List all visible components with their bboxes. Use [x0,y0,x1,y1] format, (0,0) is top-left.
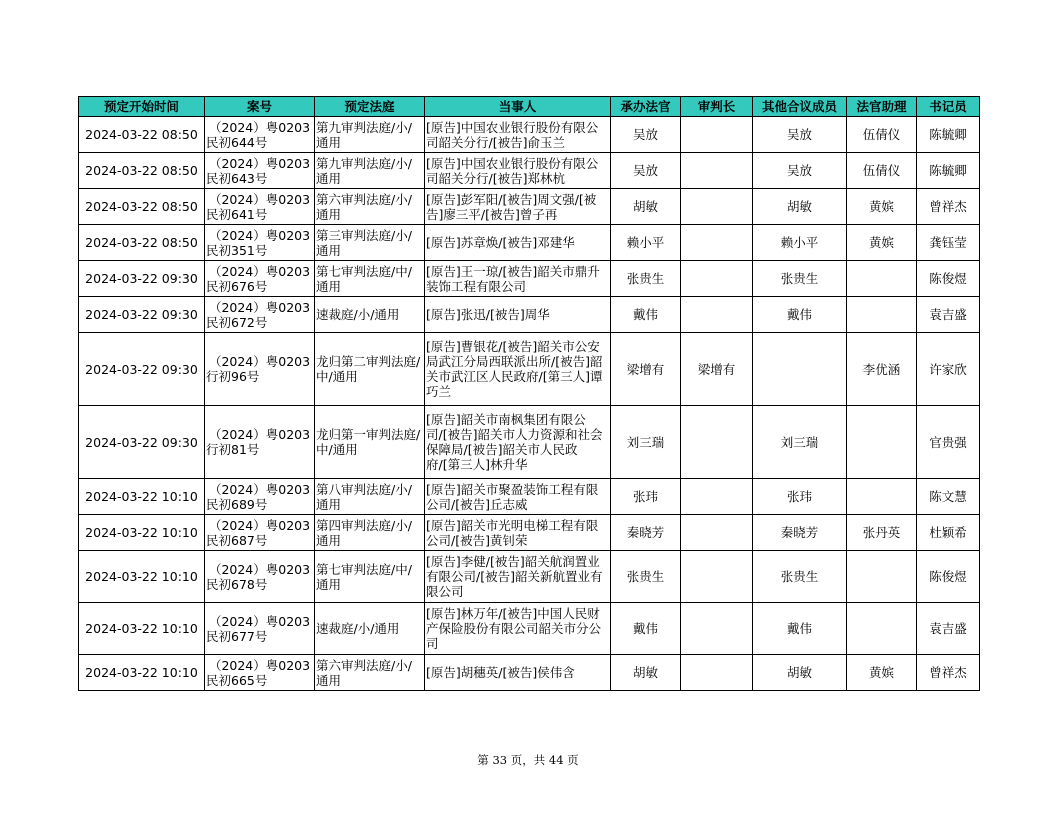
cell-members [753,333,847,406]
cell-courtroom: 第六审判法庭/小/通用 [315,655,425,691]
cell-assistant: 黄嫔 [847,189,917,225]
header-row [79,97,980,117]
cell-assistant: 黄嫔 [847,655,917,691]
cell-members: 刘三瑞 [753,406,847,479]
cell-chief-judge [681,479,753,515]
case-number-prefix: （2024）粤0203 [208,299,311,315]
header-chief-judge: 审判长 [681,97,753,117]
cell-chief-judge [681,297,753,333]
cell-courtroom: 第九审判法庭/小/通用 [315,153,425,189]
cell-courtroom: 龙归第二审判法庭/中/通用 [315,333,425,406]
cell-parties: [原告]张迅/[被告]周华 [425,297,611,333]
cell-case-number [205,189,315,225]
table-row [79,333,980,406]
cell-time: 2024-03-22 10:10 [79,655,205,691]
cell-assistant: 李优涵 [847,333,917,406]
cell-clerk: 袁吉盛 [917,603,980,655]
case-number-prefix: （2024）粤0203 [208,561,311,577]
case-number-suffix: 民初677号 [206,628,268,644]
case-number-suffix: 民初676号 [206,278,268,294]
cell-chief-judge [681,603,753,655]
cell-assistant: 伍倩仪 [847,153,917,189]
cell-clerk: 陈毓卿 [917,153,980,189]
cell-parties: [原告]韶关市聚盈装饰工程有限公司/[被告]丘志威 [425,479,611,515]
cell-case-number [205,297,315,333]
cell-courtroom: 第七审判法庭/中/通用 [315,261,425,297]
table-row [79,551,980,603]
cell-assistant: 伍倩仪 [847,117,917,153]
cell-clerk: 曾祥杰 [917,189,980,225]
case-number-prefix: （2024）粤0203 [208,657,311,673]
header-case-number: 案号 [205,97,315,117]
header-clerk: 书记员 [917,97,980,117]
cell-members: 张贵生 [753,551,847,603]
cell-clerk: 官贵强 [917,406,980,479]
cell-members: 张玮 [753,479,847,515]
cell-chief-judge [681,153,753,189]
table-row [79,406,980,479]
cell-case-number [205,479,315,515]
cell-judge: 张贵生 [611,261,681,297]
cell-chief-judge [681,551,753,603]
header-parties: 当事人 [425,97,611,117]
page-footer: 第 33 页，共 44 页 [477,753,579,767]
cell-time: 2024-03-22 10:10 [79,515,205,551]
cell-chief-judge [681,515,753,551]
cell-time: 2024-03-22 09:30 [79,297,205,333]
cell-time: 2024-03-22 08:50 [79,153,205,189]
cell-parties: [原告]林万年/[被告]中国人民财产保险股份有限公司韶关市分公司 [425,603,611,655]
cell-courtroom: 速裁庭/小/通用 [315,297,425,333]
table-row [79,603,980,655]
cell-assistant [847,551,917,603]
cell-judge: 张玮 [611,479,681,515]
cell-case-number [205,551,315,603]
cell-chief-judge [681,406,753,479]
cell-assistant [847,603,917,655]
cell-time: 2024-03-22 09:30 [79,261,205,297]
case-number-suffix: 民初643号 [206,170,268,186]
cell-assistant: 黄嫔 [847,225,917,261]
cell-members: 胡敏 [753,189,847,225]
case-number-suffix: 民初641号 [206,206,268,222]
cell-judge: 戴伟 [611,297,681,333]
case-number-suffix: 民初689号 [206,496,268,512]
cell-clerk: 陈毓卿 [917,117,980,153]
cell-case-number [205,333,315,406]
cell-members: 秦晓芳 [753,515,847,551]
header-judge: 承办法官 [611,97,681,117]
cell-courtroom: 第三审判法庭/小/通用 [315,225,425,261]
case-number-suffix: 民初672号 [206,314,268,330]
cell-clerk: 陈俊煜 [917,261,980,297]
cell-courtroom: 第九审判法庭/小/通用 [315,117,425,153]
table-row [79,515,980,551]
case-number-prefix: （2024）粤0203 [208,191,311,207]
header-members: 其他合议成员 [753,97,847,117]
cell-chief-judge [681,225,753,261]
cell-clerk: 袁吉盛 [917,297,980,333]
cell-judge: 吴放 [611,117,681,153]
cell-courtroom: 第七审判法庭/中/通用 [315,551,425,603]
cell-case-number [205,225,315,261]
cell-parties: [原告]中国农业银行股份有限公司韶关分行/[被告]俞玉兰 [425,117,611,153]
cell-chief-judge [681,117,753,153]
cell-judge: 赖小平 [611,225,681,261]
cell-parties: [原告]苏章焕/[被告]邓建华 [425,225,611,261]
cell-clerk: 曾祥杰 [917,655,980,691]
cell-chief-judge [681,189,753,225]
cell-chief-judge: 梁增有 [681,333,753,406]
case-number-prefix: （2024）粤0203 [208,263,311,279]
header-time: 预定开始时间 [79,97,205,117]
cell-time: 2024-03-22 08:50 [79,117,205,153]
cell-parties: [原告]王一琼/[被告]韶关市鼎升装饰工程有限公司 [425,261,611,297]
case-number-suffix: 民初678号 [206,576,268,592]
cell-members: 戴伟 [753,603,847,655]
cell-courtroom: 速裁庭/小/通用 [315,603,425,655]
cell-case-number [205,515,315,551]
case-number-prefix: （2024）粤0203 [208,613,311,629]
cell-judge: 刘三瑞 [611,406,681,479]
table-row [79,225,980,261]
case-number-prefix: （2024）粤0203 [208,517,311,533]
cell-assistant [847,261,917,297]
table-row [79,153,980,189]
cell-time: 2024-03-22 10:10 [79,479,205,515]
cell-courtroom: 第四审判法庭/小/通用 [315,515,425,551]
cell-parties: [原告]韶关市光明电梯工程有限公司/[被告]黄钊荣 [425,515,611,551]
case-number-suffix: 民初687号 [206,532,268,548]
cell-members: 吴放 [753,153,847,189]
cell-chief-judge [681,261,753,297]
cell-judge: 张贵生 [611,551,681,603]
cell-members: 张贵生 [753,261,847,297]
cell-case-number [205,406,315,479]
case-number-prefix: （2024）粤0203 [208,481,311,497]
table-row [79,297,980,333]
case-number-prefix: （2024）粤0203 [208,354,311,369]
cell-assistant [847,479,917,515]
case-number-suffix: 民初644号 [206,134,268,150]
cell-assistant [847,406,917,479]
cell-members: 胡敏 [753,655,847,691]
cell-time: 2024-03-22 09:30 [79,406,205,479]
cell-assistant [847,297,917,333]
cell-judge: 胡敏 [611,655,681,691]
cell-time: 2024-03-22 09:30 [79,333,205,406]
cell-parties: [原告]中国农业银行股份有限公司韶关分行/[被告]郑林杭 [425,153,611,189]
cell-case-number [205,603,315,655]
cell-time: 2024-03-22 08:50 [79,189,205,225]
cell-clerk: 许家欣 [917,333,980,406]
case-number-prefix: （2024）粤0203 [208,155,311,171]
case-number-prefix: （2024）粤0203 [208,119,311,135]
cell-judge: 胡敏 [611,189,681,225]
cell-case-number [205,655,315,691]
cell-chief-judge [681,655,753,691]
case-number-suffix: 行初81号 [206,442,260,457]
cell-judge: 梁增有 [611,333,681,406]
table-row [79,479,980,515]
cell-parties: [原告]彭军阳/[被告]周文强/[被告]廖三平/[被告]曾子再 [425,189,611,225]
case-number-suffix: 行初96号 [206,369,260,384]
cell-parties: [原告]李健/[被告]韶关航润置业有限公司/[被告]韶关新航置业有限公司 [425,551,611,603]
cell-judge: 秦晓芳 [611,515,681,551]
hearing-schedule-table [78,96,980,691]
cell-clerk: 龚钰莹 [917,225,980,261]
cell-time: 2024-03-22 08:50 [79,225,205,261]
table-row [79,655,980,691]
cell-time: 2024-03-22 10:10 [79,603,205,655]
cell-clerk: 杜颖希 [917,515,980,551]
cell-parties: [原告]韶关市南枫集团有限公司/[被告]韶关市人力资源和社会保障局/[被告]韶关市人民政府/[第三人]林升华 [425,406,611,479]
case-number-prefix: （2024）粤0203 [208,427,311,442]
cell-courtroom: 第八审判法庭/小/通用 [315,479,425,515]
cell-clerk: 陈俊煜 [917,551,980,603]
cell-clerk: 陈文慧 [917,479,980,515]
cell-assistant: 张丹英 [847,515,917,551]
cell-parties: [原告]曹银花/[被告]韶关市公安局武江分局西联派出所/[被告]韶关市武江区人民政府/[第三人]谭巧兰 [425,333,611,406]
cell-courtroom: 龙归第一审判法庭/中/通用 [315,406,425,479]
cell-judge: 吴放 [611,153,681,189]
case-number-suffix: 民初665号 [206,672,268,688]
table-row [79,117,980,153]
cell-parties: [原告]胡穗英/[被告]侯伟含 [425,655,611,691]
cell-time: 2024-03-22 10:10 [79,551,205,603]
case-number-suffix: 民初351号 [206,242,268,258]
cell-members: 戴伟 [753,297,847,333]
table-row [79,189,980,225]
case-number-prefix: （2024）粤0203 [208,227,311,243]
cell-case-number [205,261,315,297]
header-courtroom: 预定法庭 [315,97,425,117]
cell-case-number [205,117,315,153]
header-assistant: 法官助理 [847,97,917,117]
cell-case-number [205,153,315,189]
cell-members: 赖小平 [753,225,847,261]
table-row [79,261,980,297]
cell-courtroom: 第六审判法庭/小/通用 [315,189,425,225]
cell-members: 吴放 [753,117,847,153]
cell-judge: 戴伟 [611,603,681,655]
